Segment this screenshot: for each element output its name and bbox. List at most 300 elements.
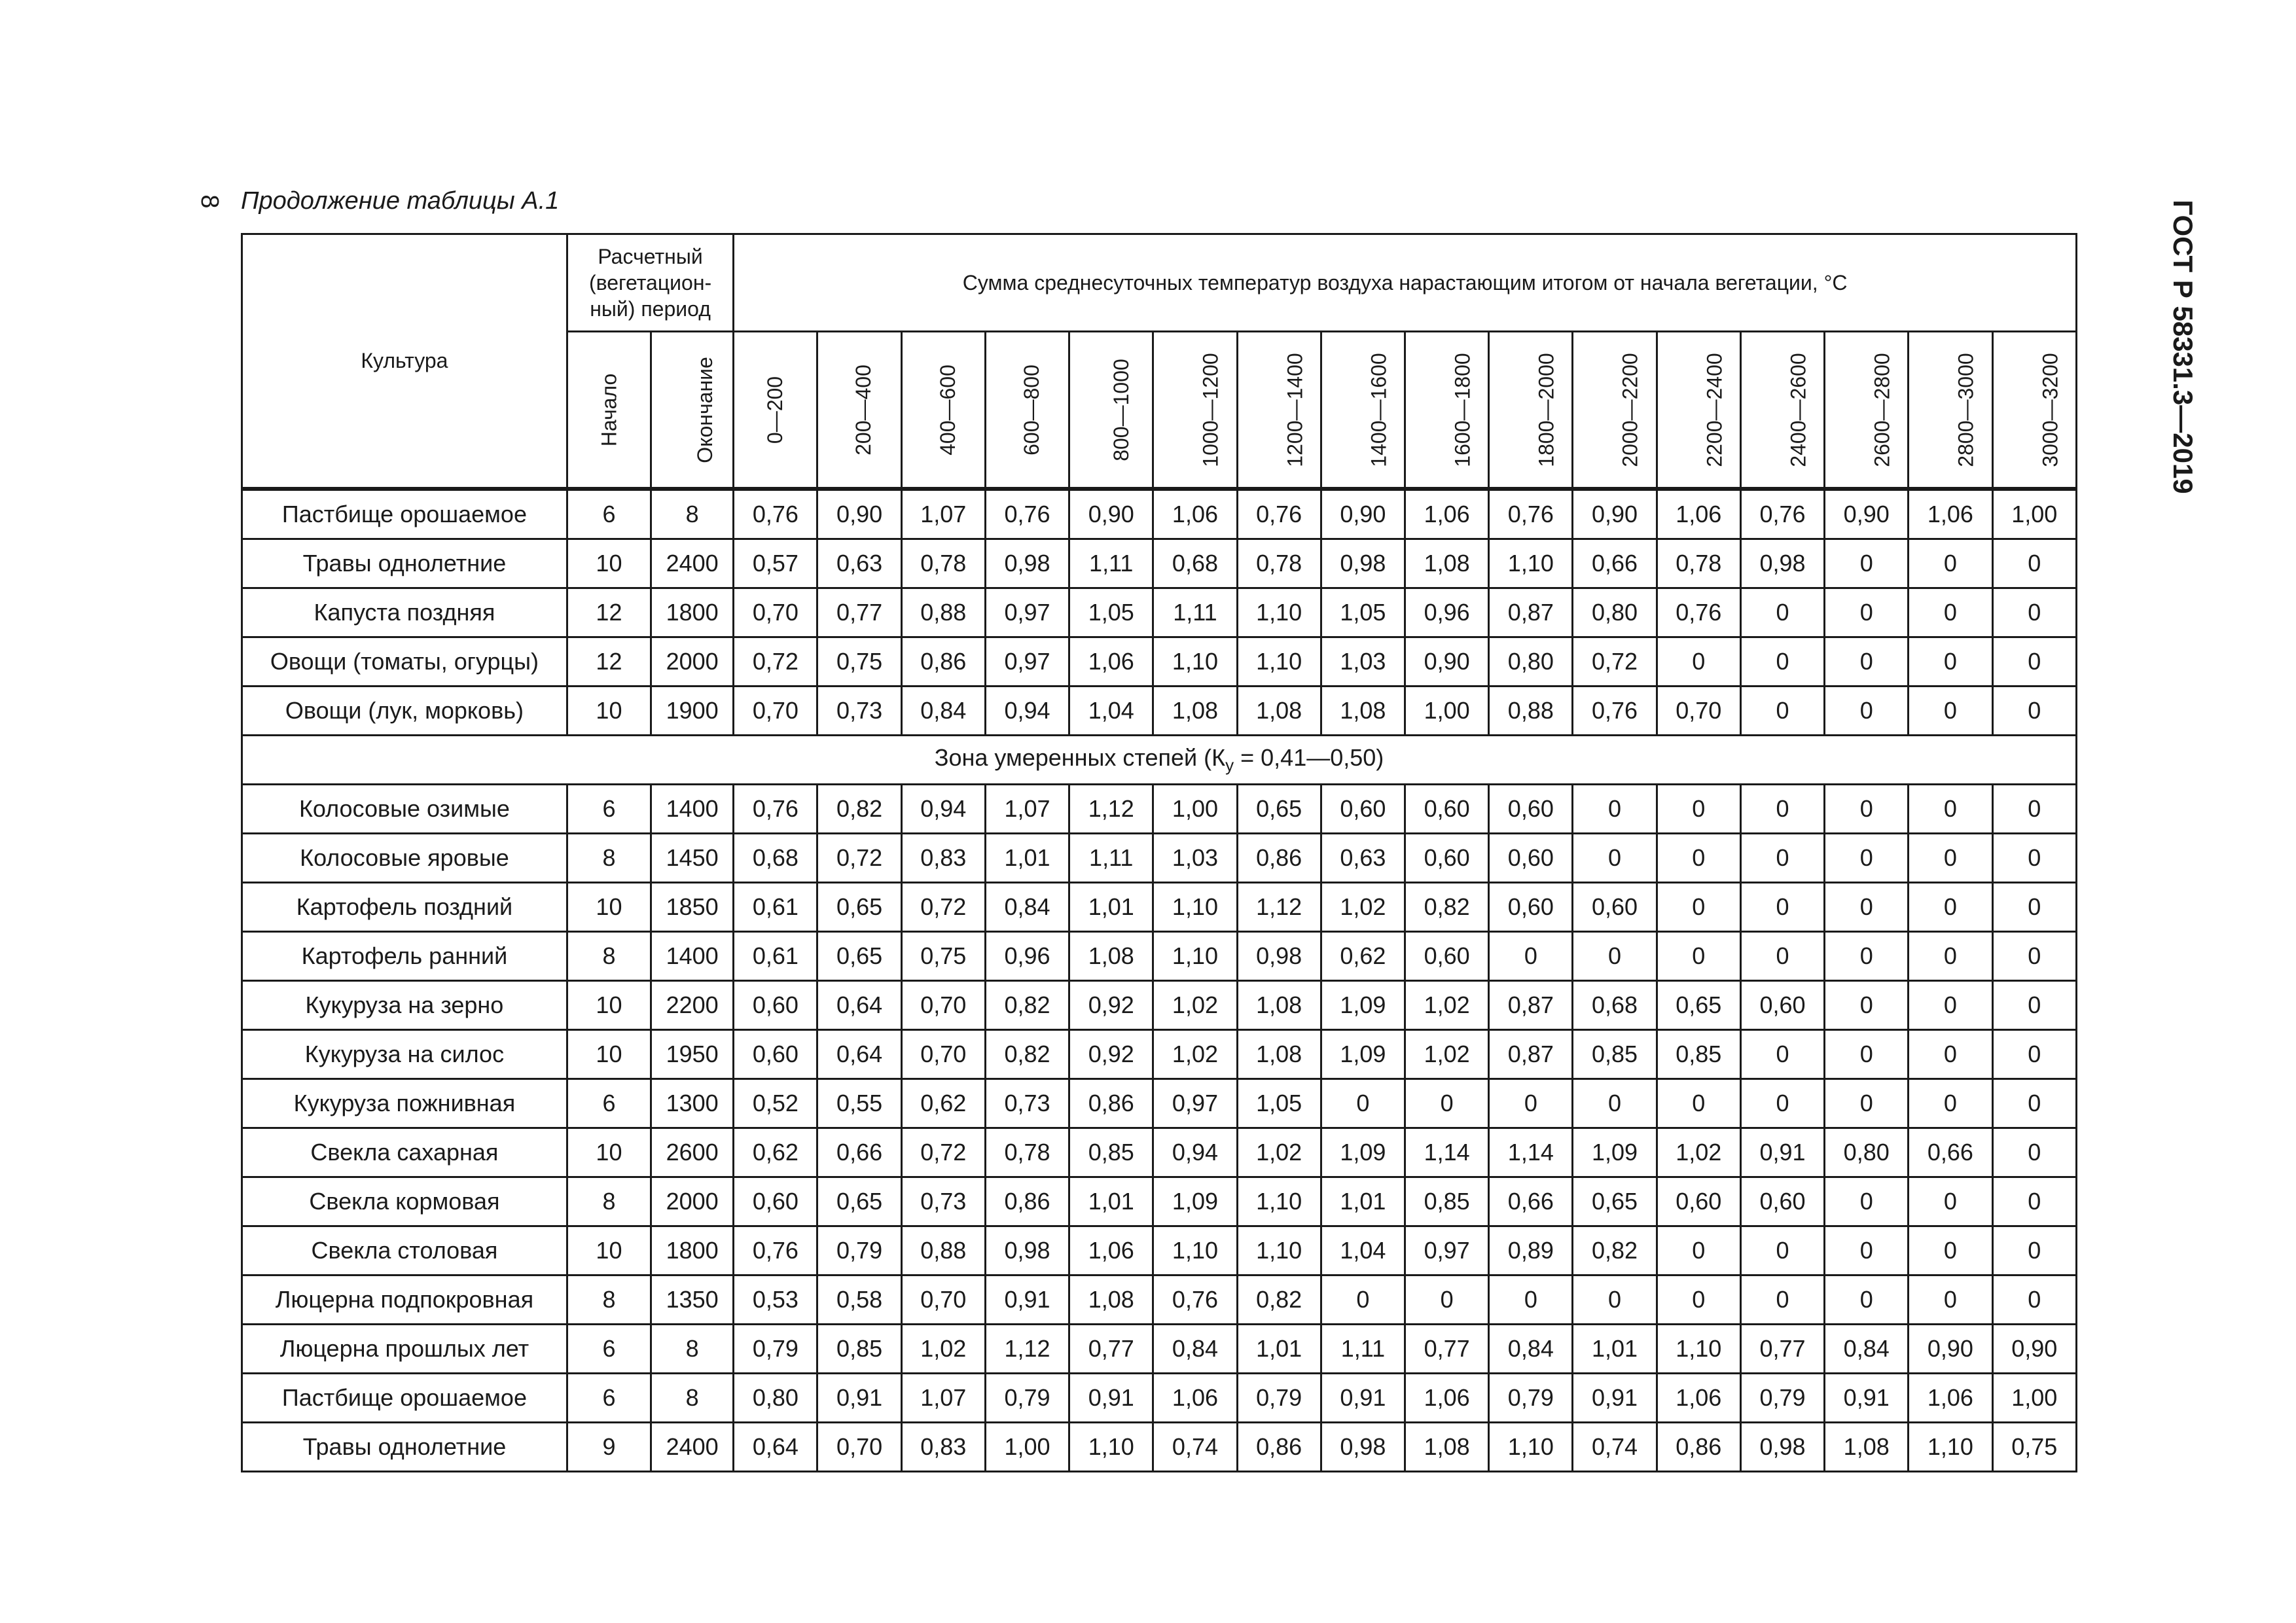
value-cell: 0 <box>1825 637 1909 687</box>
value-cell: 0,62 <box>901 1079 985 1128</box>
value-cell: 0 <box>1740 1079 1824 1128</box>
value-cell: 1,05 <box>1321 588 1405 637</box>
value-cell: 0,86 <box>985 1177 1069 1226</box>
value-cell: 1,14 <box>1405 1128 1489 1177</box>
value-cell: 0,76 <box>1573 687 1657 736</box>
value-cell: 0,75 <box>1992 1423 2076 1472</box>
value-cell: 0,76 <box>985 489 1069 539</box>
value-cell: 0 <box>1992 1275 2076 1325</box>
value-cell: 0,85 <box>1069 1128 1153 1177</box>
value-cell: 0,70 <box>901 1275 985 1325</box>
value-cell: 1,11 <box>1069 539 1153 588</box>
value-cell: 1,02 <box>1405 1030 1489 1079</box>
value-cell: 1,06 <box>1405 489 1489 539</box>
period-start-cell: 10 <box>567 1128 651 1177</box>
value-cell: 0,61 <box>734 883 817 932</box>
value-cell: 0,72 <box>734 637 817 687</box>
value-cell: 0,82 <box>985 1030 1069 1079</box>
value-cell: 0,76 <box>1657 588 1740 637</box>
value-cell: 0 <box>1909 1079 1992 1128</box>
value-cell: 0,88 <box>1489 687 1573 736</box>
header-range: 2800—3000 <box>1909 332 1992 490</box>
value-cell: 1,01 <box>985 834 1069 883</box>
value-cell: 0,60 <box>1657 1177 1740 1226</box>
period-end-cell: 8 <box>651 489 734 539</box>
period-end-cell: 2000 <box>651 637 734 687</box>
period-start-cell: 10 <box>567 883 651 932</box>
value-cell: 0,72 <box>901 1128 985 1177</box>
value-cell: 0,57 <box>734 539 817 588</box>
period-end-cell: 1800 <box>651 588 734 637</box>
value-cell: 1,06 <box>1069 1226 1153 1275</box>
period-end-cell: 2400 <box>651 1423 734 1472</box>
value-cell: 0,60 <box>734 1030 817 1079</box>
value-cell: 1,07 <box>985 785 1069 834</box>
value-cell: 1,02 <box>1657 1128 1740 1177</box>
value-cell: 0 <box>1825 785 1909 834</box>
value-cell: 0,90 <box>1405 637 1489 687</box>
value-cell: 0,97 <box>985 637 1069 687</box>
value-cell: 0,79 <box>985 1374 1069 1423</box>
value-cell: 0 <box>1825 932 1909 981</box>
period-start-cell: 6 <box>567 1079 651 1128</box>
value-cell: 0 <box>1740 1226 1824 1275</box>
value-cell: 0,98 <box>1740 539 1824 588</box>
value-cell: 0,70 <box>734 687 817 736</box>
value-cell: 0 <box>1992 834 2076 883</box>
table-row <box>242 1226 2077 1275</box>
value-cell: 1,11 <box>1069 834 1153 883</box>
header-range: 1200—1400 <box>1237 332 1321 490</box>
value-cell: 0,78 <box>985 1128 1069 1177</box>
period-start-cell: 10 <box>567 687 651 736</box>
value-cell: 0 <box>1573 1079 1657 1128</box>
value-cell: 0 <box>1909 932 1992 981</box>
value-cell: 0,80 <box>1825 1128 1909 1177</box>
value-cell: 0 <box>1321 1275 1405 1325</box>
crop-name-cell: Люцерна подпокровная <box>242 1275 567 1325</box>
value-cell: 0,84 <box>1489 1325 1573 1374</box>
value-cell: 0,63 <box>1321 834 1405 883</box>
value-cell: 0,94 <box>1153 1128 1237 1177</box>
value-cell: 0,75 <box>901 932 985 981</box>
period-end-cell: 1950 <box>651 1030 734 1079</box>
value-cell: 0,94 <box>901 785 985 834</box>
value-cell: 0,68 <box>1153 539 1237 588</box>
value-cell: 1,10 <box>1153 883 1237 932</box>
value-cell: 0,70 <box>734 588 817 637</box>
period-end-cell: 1850 <box>651 883 734 932</box>
value-cell: 0,90 <box>1321 489 1405 539</box>
header-range: 2600—2800 <box>1825 332 1909 490</box>
value-cell: 0 <box>1909 1030 1992 1079</box>
header-range: 2400—2600 <box>1740 332 1824 490</box>
value-cell: 0,83 <box>901 834 985 883</box>
value-cell: 0,94 <box>985 687 1069 736</box>
value-cell: 0 <box>1740 883 1824 932</box>
value-cell: 0,76 <box>1153 1275 1237 1325</box>
table-row <box>242 1128 2077 1177</box>
period-end-cell: 1900 <box>651 687 734 736</box>
value-cell: 1,08 <box>1237 687 1321 736</box>
value-cell: 0 <box>1825 1275 1909 1325</box>
value-cell: 0,86 <box>1237 1423 1321 1472</box>
value-cell: 0,65 <box>1573 1177 1657 1226</box>
value-cell: 0 <box>1992 1128 2076 1177</box>
period-start-cell: 6 <box>567 1374 651 1423</box>
value-cell: 0,52 <box>734 1079 817 1128</box>
value-cell: 1,04 <box>1069 687 1153 736</box>
value-cell: 0,98 <box>985 539 1069 588</box>
value-cell: 1,09 <box>1573 1128 1657 1177</box>
value-cell: 0 <box>1909 687 1992 736</box>
value-cell: 0,84 <box>901 687 985 736</box>
value-cell: 0,73 <box>817 687 901 736</box>
value-cell: 0,64 <box>734 1423 817 1472</box>
zone-row <box>242 736 2077 785</box>
value-cell: 0 <box>1405 1275 1489 1325</box>
value-cell: 1,00 <box>985 1423 1069 1472</box>
period-end-cell: 1450 <box>651 834 734 883</box>
value-cell: 0,60 <box>1405 932 1489 981</box>
value-cell: 0,88 <box>901 588 985 637</box>
value-cell: 1,08 <box>1069 1275 1153 1325</box>
zone-text-prefix: Зона умеренных степей (К <box>934 743 1226 771</box>
value-cell: 0,97 <box>985 588 1069 637</box>
value-cell: 1,02 <box>901 1325 985 1374</box>
value-cell: 1,06 <box>1657 489 1740 539</box>
value-cell: 1,14 <box>1489 1128 1573 1177</box>
value-cell: 0,91 <box>1321 1374 1405 1423</box>
crop-name-cell: Пастбище орошаемое <box>242 489 567 539</box>
value-cell: 0,82 <box>1237 1275 1321 1325</box>
value-cell: 1,06 <box>1405 1374 1489 1423</box>
value-cell: 0 <box>1740 588 1824 637</box>
value-cell: 0,98 <box>1740 1423 1824 1472</box>
value-cell: 1,09 <box>1321 981 1405 1030</box>
value-cell: 0,91 <box>985 1275 1069 1325</box>
header-range: 1800—2000 <box>1489 332 1573 490</box>
value-cell: 0 <box>1909 981 1992 1030</box>
value-cell: 1,02 <box>1321 883 1405 932</box>
period-start-cell: 9 <box>567 1423 651 1472</box>
value-cell: 0,91 <box>1573 1374 1657 1423</box>
value-cell: 1,12 <box>1237 883 1321 932</box>
value-cell: 1,10 <box>1237 588 1321 637</box>
value-cell: 0 <box>1992 1226 2076 1275</box>
value-cell: 0,80 <box>1573 588 1657 637</box>
period-end-cell: 1350 <box>651 1275 734 1325</box>
value-cell: 1,01 <box>1069 1177 1153 1226</box>
value-cell: 1,10 <box>1237 637 1321 687</box>
period-start-cell: 10 <box>567 981 651 1030</box>
header-range: 1600—1800 <box>1405 332 1489 490</box>
value-cell: 0 <box>1909 883 1992 932</box>
value-cell: 0 <box>1657 785 1740 834</box>
period-start-cell: 10 <box>567 539 651 588</box>
value-cell: 1,08 <box>1237 981 1321 1030</box>
crop-name-cell: Картофель поздний <box>242 883 567 932</box>
value-cell: 1,10 <box>1489 539 1573 588</box>
value-cell: 0,64 <box>817 1030 901 1079</box>
table-row <box>242 834 2077 883</box>
value-cell: 0,84 <box>985 883 1069 932</box>
value-cell: 0,70 <box>901 1030 985 1079</box>
value-cell: 0,66 <box>1573 539 1657 588</box>
crop-name-cell: Овощи (лук, морковь) <box>242 687 567 736</box>
value-cell: 0,86 <box>1237 834 1321 883</box>
table-body <box>242 489 2077 1472</box>
value-cell: 0,92 <box>1069 981 1153 1030</box>
value-cell: 0 <box>1740 1275 1824 1325</box>
crop-name-cell: Травы однолетние <box>242 539 567 588</box>
value-cell: 0,60 <box>734 1177 817 1226</box>
value-cell: 1,08 <box>1237 1030 1321 1079</box>
table-row <box>242 588 2077 637</box>
value-cell: 1,06 <box>1909 1374 1992 1423</box>
value-cell: 0 <box>1657 1275 1740 1325</box>
value-cell: 0,60 <box>1489 883 1573 932</box>
value-cell: 0 <box>1825 1079 1909 1128</box>
value-cell: 0 <box>1573 932 1657 981</box>
value-cell: 0,74 <box>1153 1423 1237 1472</box>
period-start-cell: 8 <box>567 932 651 981</box>
value-cell: 1,10 <box>1153 932 1237 981</box>
period-end-cell: 2200 <box>651 981 734 1030</box>
value-cell: 1,01 <box>1237 1325 1321 1374</box>
value-cell: 0 <box>1825 981 1909 1030</box>
value-cell: 0,53 <box>734 1275 817 1325</box>
value-cell: 0,66 <box>817 1128 901 1177</box>
crop-name-cell: Свекла кормовая <box>242 1177 567 1226</box>
value-cell: 0,60 <box>1489 785 1573 834</box>
value-cell: 0,76 <box>734 1226 817 1275</box>
value-cell: 0 <box>1992 1030 2076 1079</box>
value-cell: 0,75 <box>817 637 901 687</box>
value-cell: 0,60 <box>1740 1177 1824 1226</box>
value-cell: 0,60 <box>1740 981 1824 1030</box>
value-cell: 0,61 <box>734 932 817 981</box>
value-cell: 1,12 <box>985 1325 1069 1374</box>
period-start-cell: 6 <box>567 1325 651 1374</box>
value-cell: 1,11 <box>1153 588 1237 637</box>
value-cell: 0,82 <box>985 981 1069 1030</box>
value-cell: 0,79 <box>817 1226 901 1275</box>
value-cell: 0,72 <box>1573 637 1657 687</box>
value-cell: 0,77 <box>1069 1325 1153 1374</box>
value-cell: 1,10 <box>1657 1325 1740 1374</box>
page-number: 8 <box>196 194 223 209</box>
value-cell: 1,08 <box>1321 687 1405 736</box>
value-cell: 0,86 <box>901 637 985 687</box>
table-row <box>242 1177 2077 1226</box>
value-cell: 0,78 <box>1657 539 1740 588</box>
value-cell: 0,77 <box>1405 1325 1489 1374</box>
value-cell: 1,06 <box>1657 1374 1740 1423</box>
value-cell: 0,60 <box>734 981 817 1030</box>
crop-name-cell: Капуста поздняя <box>242 588 567 637</box>
value-cell: 0 <box>1573 785 1657 834</box>
value-cell: 0,66 <box>1909 1128 1992 1177</box>
crop-name-cell: Кукуруза на зерно <box>242 981 567 1030</box>
value-cell: 0,68 <box>1573 981 1657 1030</box>
table-row <box>242 637 2077 687</box>
header-range: 1000—1200 <box>1153 332 1237 490</box>
value-cell: 0,86 <box>1069 1079 1153 1128</box>
value-cell: 0 <box>1740 834 1824 883</box>
value-cell: 0 <box>1321 1079 1405 1128</box>
value-cell: 0,65 <box>817 1177 901 1226</box>
crop-name-cell: Пастбище орошаемое <box>242 1374 567 1423</box>
value-cell: 0,76 <box>734 785 817 834</box>
value-cell: 0,64 <box>817 981 901 1030</box>
value-cell: 1,10 <box>1237 1177 1321 1226</box>
value-cell: 0 <box>1992 785 2076 834</box>
value-cell: 0 <box>1740 785 1824 834</box>
value-cell: 0,79 <box>1489 1374 1573 1423</box>
value-cell: 0 <box>1909 1177 1992 1226</box>
value-cell: 0,85 <box>817 1325 901 1374</box>
value-cell: 0,65 <box>817 883 901 932</box>
header-range: 800—1000 <box>1069 332 1153 490</box>
value-cell: 0,85 <box>1573 1030 1657 1079</box>
value-cell: 0,60 <box>1321 785 1405 834</box>
header-period-start: Начало <box>567 332 651 490</box>
value-cell: 1,08 <box>1153 687 1237 736</box>
header-range: 600—800 <box>985 332 1069 490</box>
header-period-end: Окончание <box>651 332 734 490</box>
value-cell: 0,98 <box>1237 932 1321 981</box>
value-cell: 0,70 <box>1657 687 1740 736</box>
value-cell: 1,06 <box>1153 489 1237 539</box>
crop-name-cell: Кукуруза на силос <box>242 1030 567 1079</box>
period-start-cell: 6 <box>567 785 651 834</box>
period-start-cell: 8 <box>567 834 651 883</box>
value-cell: 0 <box>1992 539 2076 588</box>
value-cell: 0,91 <box>1740 1128 1824 1177</box>
value-cell: 0,76 <box>1740 489 1824 539</box>
header-range: 200—400 <box>817 332 901 490</box>
period-end-cell: 1800 <box>651 1226 734 1275</box>
value-cell: 1,10 <box>1069 1423 1153 1472</box>
header-range: 400—600 <box>901 332 985 490</box>
value-cell: 1,06 <box>1069 637 1153 687</box>
value-cell: 0 <box>1657 834 1740 883</box>
value-cell: 0 <box>1825 588 1909 637</box>
zone-text-subscript: у <box>1225 755 1234 776</box>
value-cell: 0 <box>1992 687 2076 736</box>
value-cell: 0,72 <box>901 883 985 932</box>
value-cell: 0,90 <box>1069 489 1153 539</box>
value-cell: 0 <box>1740 687 1824 736</box>
value-cell: 0,76 <box>1489 489 1573 539</box>
value-cell: 0 <box>1825 539 1909 588</box>
value-cell: 1,03 <box>1153 834 1237 883</box>
value-cell: 0 <box>1740 637 1824 687</box>
document-id <box>2163 190 2202 504</box>
value-cell: 0 <box>1909 539 1992 588</box>
value-cell: 0,70 <box>817 1423 901 1472</box>
period-end-cell: 2600 <box>651 1128 734 1177</box>
value-cell: 0,86 <box>1657 1423 1740 1472</box>
value-cell: 0,87 <box>1489 588 1573 637</box>
value-cell: 0,91 <box>1825 1374 1909 1423</box>
period-end-cell: 2000 <box>651 1177 734 1226</box>
crop-name-cell: Колосовые яровые <box>242 834 567 883</box>
value-cell: 1,09 <box>1153 1177 1237 1226</box>
value-cell: 0 <box>1825 883 1909 932</box>
value-cell: 0,78 <box>901 539 985 588</box>
value-cell: 0 <box>1573 1275 1657 1325</box>
table-row <box>242 1275 2077 1325</box>
value-cell: 1,07 <box>901 489 985 539</box>
value-cell: 0,65 <box>817 932 901 981</box>
value-cell: 1,04 <box>1321 1226 1405 1275</box>
value-cell: 0,88 <box>901 1226 985 1275</box>
value-cell: 0 <box>1909 1226 1992 1275</box>
value-cell: 0,72 <box>817 834 901 883</box>
value-cell: 1,05 <box>1237 1079 1321 1128</box>
value-cell: 0,85 <box>1405 1177 1489 1226</box>
value-cell: 1,08 <box>1825 1423 1909 1472</box>
value-cell: 0,60 <box>1489 834 1573 883</box>
value-cell: 0,60 <box>1573 883 1657 932</box>
value-cell: 0,83 <box>901 1423 985 1472</box>
table-row <box>242 1423 2077 1472</box>
table-row <box>242 932 2077 981</box>
value-cell: 1,10 <box>1153 1226 1237 1275</box>
table-row <box>242 1030 2077 1079</box>
value-cell: 0 <box>1992 981 2076 1030</box>
period-end-cell: 2400 <box>651 539 734 588</box>
document-id-text: ГОСТ Р 58331.3—2019 <box>2168 200 2198 494</box>
value-cell: 0 <box>1740 1030 1824 1079</box>
crop-name-cell: Колосовые озимые <box>242 785 567 834</box>
value-cell: 0 <box>1825 1177 1909 1226</box>
zone-heading <box>242 736 2077 785</box>
value-cell: 0,55 <box>817 1079 901 1128</box>
value-cell: 0,66 <box>1489 1177 1573 1226</box>
value-cell: 0,80 <box>1489 637 1573 687</box>
value-cell: 0,79 <box>1237 1374 1321 1423</box>
value-cell: 0 <box>1992 1079 2076 1128</box>
value-cell: 0 <box>1992 637 2076 687</box>
crop-name-cell: Травы однолетние <box>242 1423 567 1472</box>
table-row <box>242 539 2077 588</box>
value-cell: 1,07 <box>901 1374 985 1423</box>
value-cell: 0 <box>1825 1226 1909 1275</box>
table-header <box>242 234 2077 490</box>
value-cell: 0,92 <box>1069 1030 1153 1079</box>
value-cell: 0,60 <box>1405 785 1489 834</box>
table-row <box>242 785 2077 834</box>
value-cell: 1,10 <box>1153 637 1237 687</box>
value-cell: 0,78 <box>1237 539 1321 588</box>
period-end-cell: 1400 <box>651 932 734 981</box>
header-range: 0—200 <box>734 332 817 490</box>
value-cell: 0 <box>1825 834 1909 883</box>
value-cell: 1,02 <box>1153 981 1237 1030</box>
value-cell: 0,82 <box>1573 1226 1657 1275</box>
value-cell: 0,96 <box>1405 588 1489 637</box>
period-end-cell: 8 <box>651 1374 734 1423</box>
value-cell: 0 <box>1657 932 1740 981</box>
table-row <box>242 883 2077 932</box>
table-row <box>242 1374 2077 1423</box>
value-cell: 0 <box>1657 1226 1740 1275</box>
value-cell: 1,10 <box>1489 1423 1573 1472</box>
value-cell: 1,00 <box>1153 785 1237 834</box>
